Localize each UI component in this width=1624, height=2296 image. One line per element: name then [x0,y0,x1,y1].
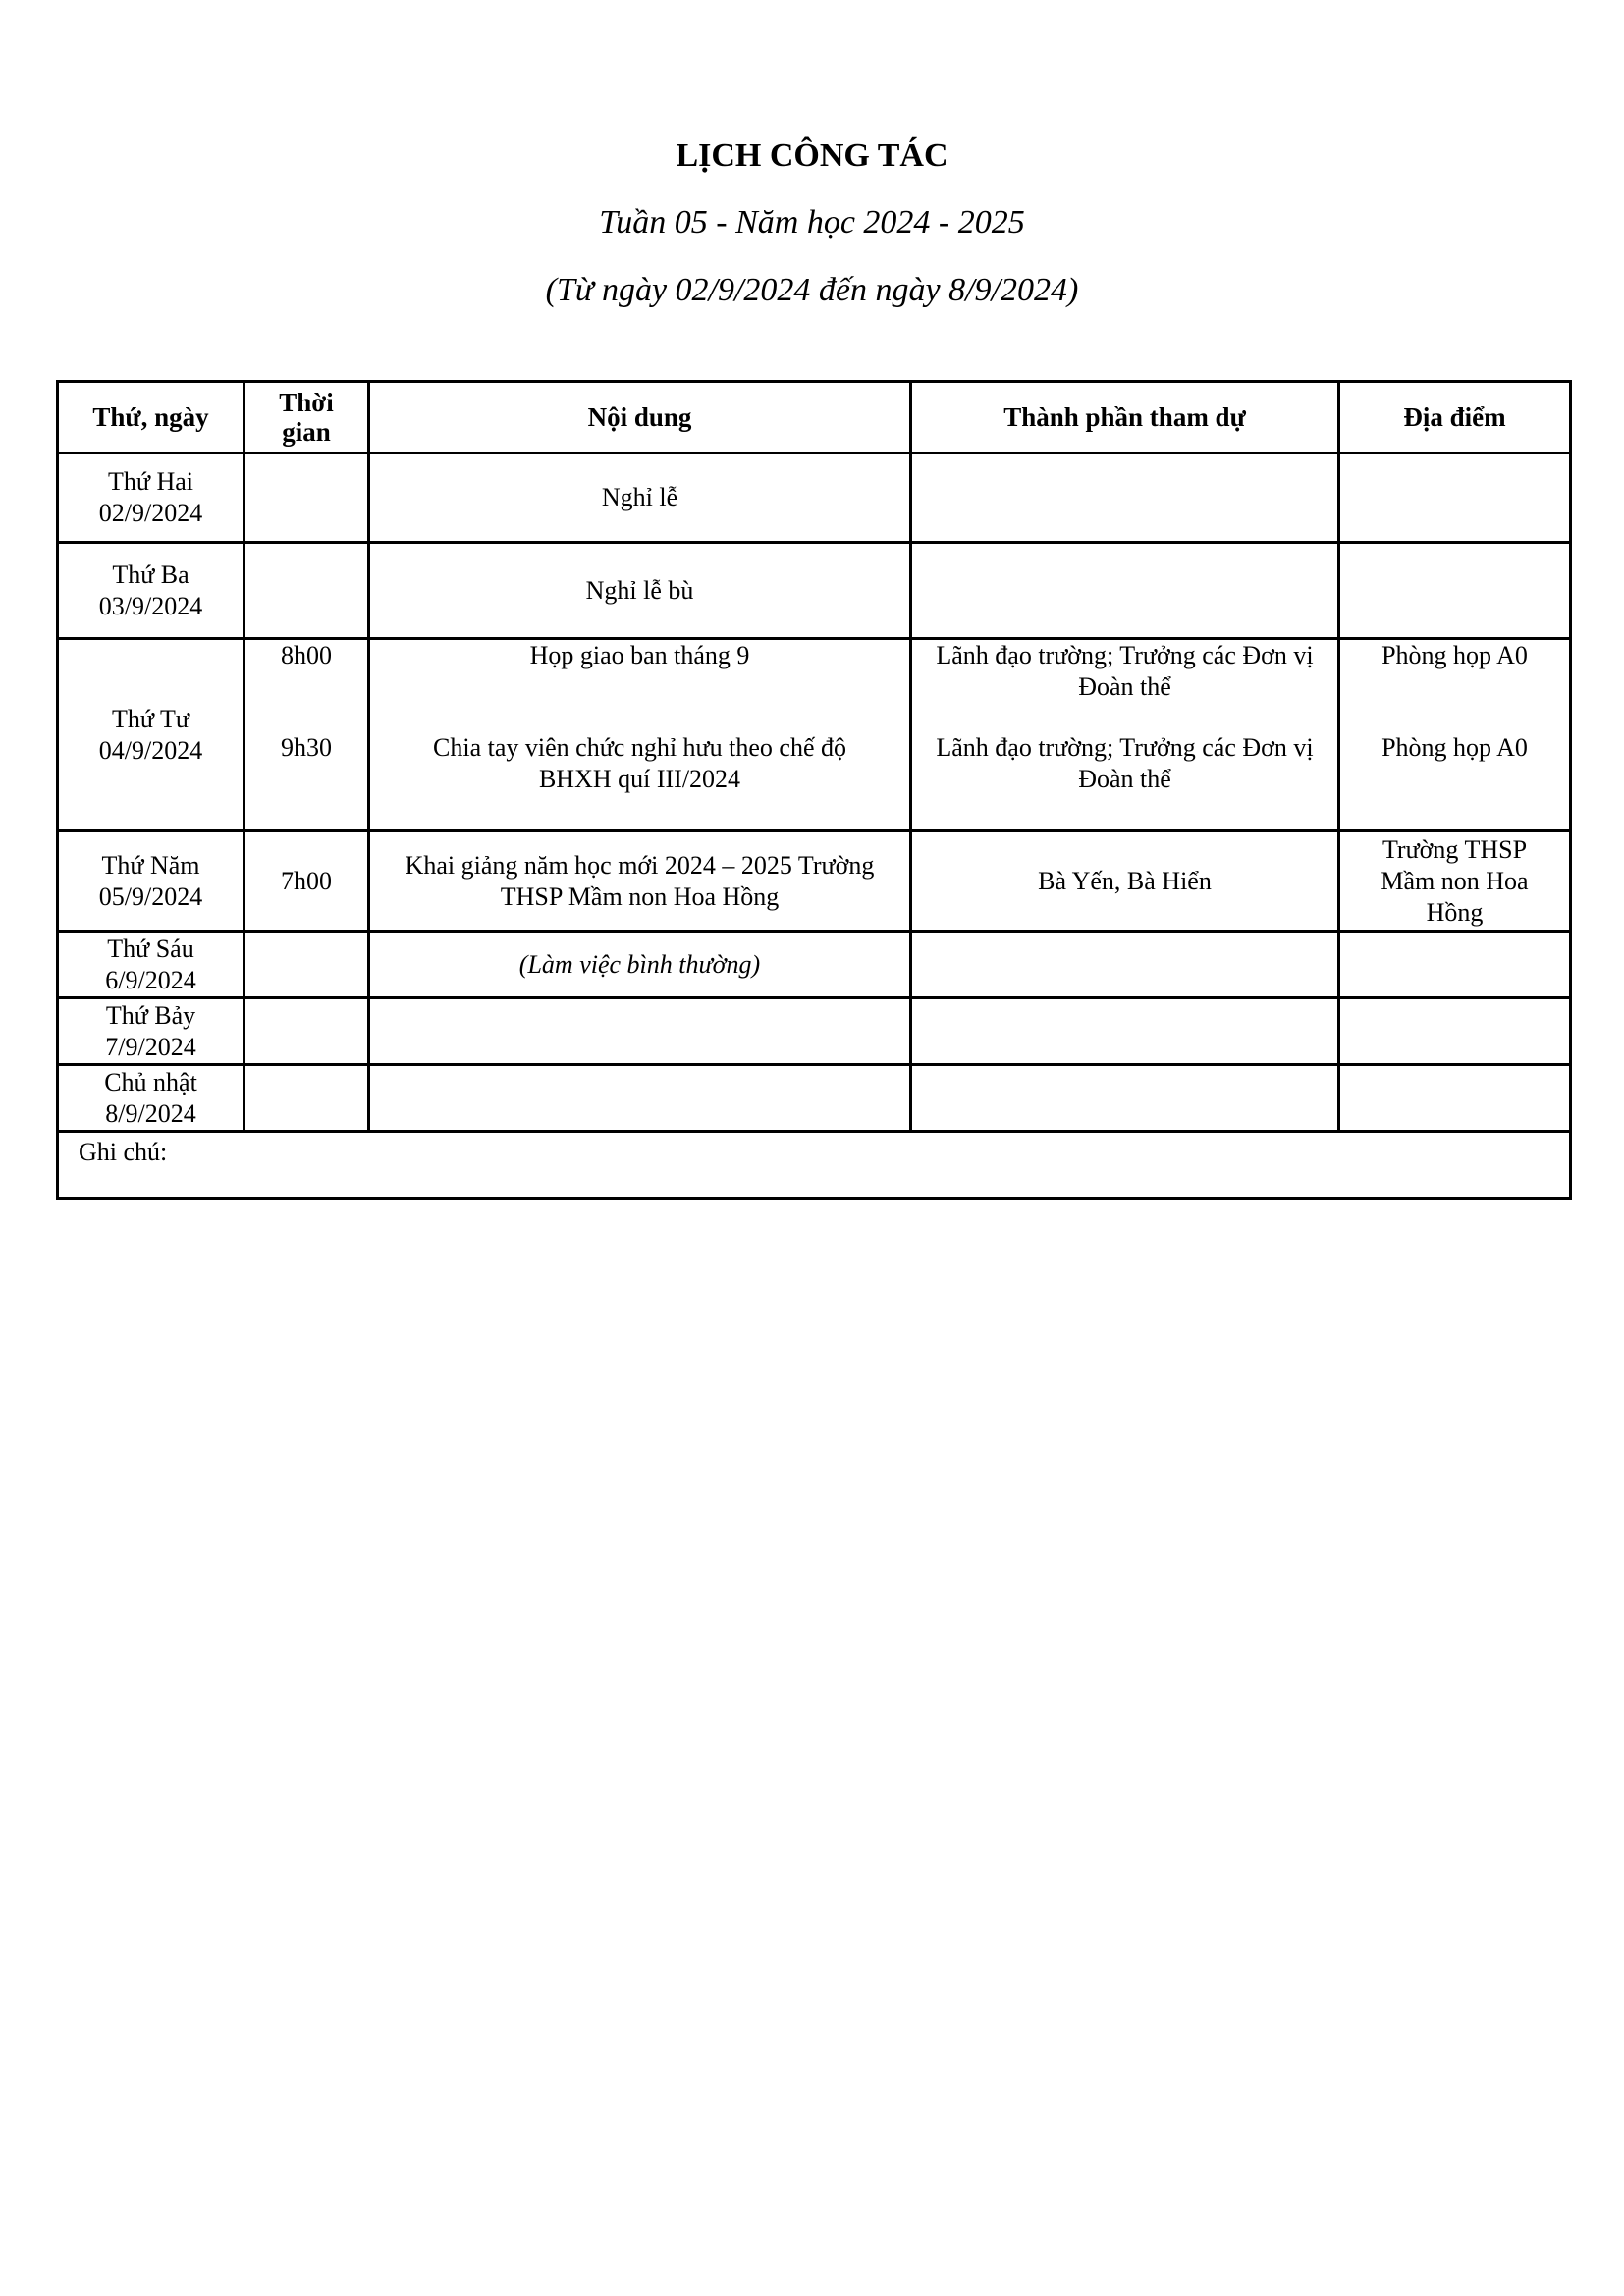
day-cell [58,1065,244,1132]
day-date: 03/9/2024 [98,591,203,620]
location-cell [1339,639,1571,831]
event-time: 9h30 [281,733,332,762]
time-cell [244,543,369,639]
day-name: Thứ Bảy [105,1000,196,1030]
participants-cell: Bà Yến, Bà Hiển [911,831,1339,932]
event-content: Chia tay viên chức nghỉ hưu theo chế độ BHXH quí III/2024 [433,733,846,793]
day-cell [58,543,244,639]
day-cell [58,998,244,1065]
participants-cell [911,543,1339,639]
table-row [58,932,1571,998]
table-row [58,454,1571,543]
time-cell: 7h00 [244,831,369,932]
participants-cell [911,932,1339,998]
day-name: Thứ Sáu [107,934,194,963]
participants-cell [911,639,1339,831]
spacer [376,703,903,732]
day-name: Thứ Năm [101,850,200,880]
day-cell [58,639,244,831]
day-date: 02/9/2024 [98,499,203,527]
note-row [58,1132,1571,1199]
location-cell [1339,454,1571,543]
day-date: 8/9/2024 [105,1098,196,1128]
location-cell: Trường THSP Mầm non Hoa Hồng [1339,831,1571,932]
table-row [58,1065,1571,1132]
note-cell [58,1132,1571,1199]
event-content: Họp giao ban tháng 9 [529,641,750,669]
date-range: (Từ ngày 02/9/2024 đến ngày 8/9/2024) [545,272,1079,308]
day-date: 04/9/2024 [98,735,203,765]
spacer [918,703,1331,732]
participants-cell [911,998,1339,1065]
event-time: 8h00 [281,641,332,669]
document-title: LỊCH CÔNG TÁC [676,137,948,174]
event-participants: Lãnh đạo trường; Trưởng các Đơn vị Đoàn thể [936,641,1314,701]
day-date: 6/9/2024 [105,965,196,994]
content-cell [369,998,911,1065]
time-cell [244,998,369,1065]
content-cell: Nghỉ lễ bù [369,543,911,639]
content-cell [369,639,911,831]
location-cell [1339,932,1571,998]
content-cell: (Làm việc bình thường) [369,932,911,998]
spacer [1346,703,1563,732]
table-row [58,543,1571,639]
day-cell [58,831,244,932]
day-name: Thứ Hai [107,467,193,496]
participants-cell [911,454,1339,543]
spacer [251,671,361,703]
schedule-table [56,380,1572,1200]
col-header-content: Nội dung [369,382,911,454]
table-row [58,998,1571,1065]
col-header-time: Thời gian [244,382,369,454]
content-cell: Khai giảng năm học mới 2024 – 2025 Trường THSP Mầm non Hoa Hồng [369,831,911,932]
day-cell [58,932,244,998]
table-header-row [58,382,1571,454]
day-name: Chủ nhật [104,1067,197,1096]
time-cell [244,639,369,831]
table-row [58,639,1571,831]
day-name: Thứ Ba [112,560,189,589]
col-header-participants: Thành phần tham dự [911,382,1339,454]
event-location: Phòng họp A0 [1381,641,1528,669]
participants-cell [911,1065,1339,1132]
day-date: 05/9/2024 [98,881,203,911]
time-cell [244,1065,369,1132]
day-name: Thứ Tư [112,704,189,733]
note-label: Ghi chú: [79,1138,168,1166]
location-cell [1339,1065,1571,1132]
location-cell [1339,543,1571,639]
time-cell [244,454,369,543]
content-cell [369,1065,911,1132]
week-subtitle: Tuần 05 - Năm học 2024 - 2025 [599,204,1025,240]
day-date: 7/9/2024 [105,1032,196,1061]
location-cell [1339,998,1571,1065]
time-cell [244,932,369,998]
col-header-location: Địa điểm [1339,382,1571,454]
event-location: Phòng họp A0 [1381,733,1528,762]
event-participants: Lãnh đạo trường; Trưởng các Đơn vị Đoàn thể [936,733,1314,793]
col-header-day: Thứ, ngày [58,382,244,454]
table-row [58,831,1571,932]
content-cell: Nghỉ lễ [369,454,911,543]
day-cell [58,454,244,543]
spacer [251,703,361,732]
